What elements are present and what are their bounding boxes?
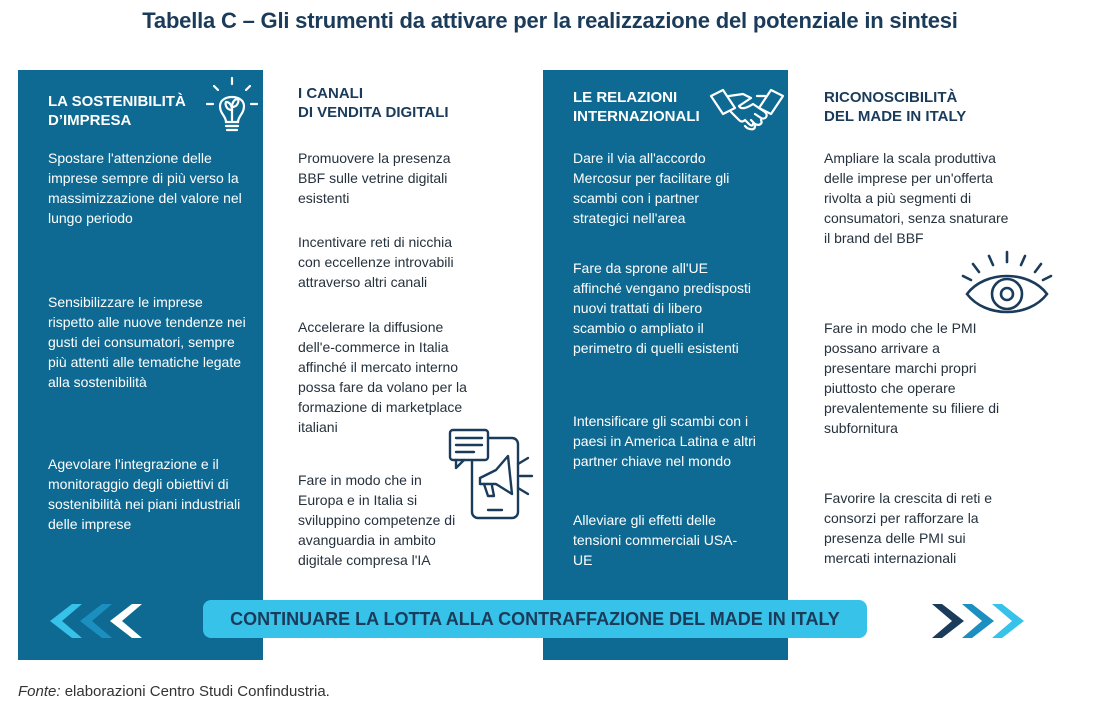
- list-item: Promuovere la presenza BBF sulle vetrine digitali esistenti: [298, 150, 451, 206]
- table-title: Tabella C – Gli strumenti da attivare per la realizzazione del potenziale in sintesi: [142, 8, 958, 33]
- smartphone-megaphone-icon: [446, 426, 541, 522]
- list-item: Ampliare la scala produttiva delle imprese per un'offerta rivolta a più segmenti di consumatori, senza snaturare il brand del BBF: [824, 150, 1009, 246]
- chevrons-right-icon: [930, 602, 1028, 640]
- list-item: Accelerare la diffusione dell'e-commerce in Italia affinché il mercato interno possa fare da volano per la formazione di marketplace italiani: [298, 319, 467, 435]
- list-item: Alleviare gli effetti delle tensioni commerciali USA-UE: [573, 512, 738, 568]
- handshake-icon: [709, 86, 785, 136]
- column-heading: LA SOSTENIBILITÀ D’IMPRESA: [48, 93, 186, 129]
- column-heading: I CANALI DI VENDITA DIGITALI: [298, 85, 449, 121]
- list-item: Spostare l'attenzione delle imprese sempre di più verso la massimizzazione del valore nel lungo periodo: [48, 150, 242, 226]
- column-heading: RICONOSCIBILITÀ DEL MADE IN ITALY: [824, 89, 967, 125]
- list-item: Sensibilizzare le imprese rispetto alle nuove tendenze nei gusti dei consumatori, sempre più attenti alle tematiche legate alla sostenibilità: [48, 294, 246, 390]
- list-item: Fare da sprone all'UE affinché vengano predisposti nuovi trattati di libero scambio o ampliato il perimetro di quelli esistenti: [573, 260, 751, 356]
- column-sostenibilita: [18, 70, 263, 660]
- list-item: Intensificare gli scambi con i paesi in America Latina e altri partner chiave nel mondo: [573, 413, 756, 469]
- list-item: Incentivare reti di nicchia con eccellenze introvabili attraverso altri canali: [298, 234, 454, 290]
- column-heading: LE RELAZIONI INTERNAZIONALI: [573, 89, 700, 125]
- column-riconoscibilita: [794, 70, 1039, 660]
- list-item: Favorire la crescita di reti e consorzi per rafforzare la presenza delle PMI sui mercati internazionali: [824, 490, 993, 566]
- source-note: Fonte: elaborazioni Centro Studi Confindustria.: [18, 683, 330, 700]
- eye-icon: [959, 248, 1055, 320]
- list-item: Dare il via all'accordo Mercosur per facilitare gli scambi con i partner strategici nell'area: [573, 150, 730, 226]
- column-canali-digitali: [268, 70, 513, 660]
- column-relazioni-internazionali: [543, 70, 788, 660]
- list-item: Fare in modo che in Europa e in Italia si sviluppino competenze di avanguardia in ambito digitale compresa l'IA: [298, 472, 456, 568]
- list-item: Agevolare l'integrazione e il monitoraggio degli obiettivi di sostenibilità nei piani industriali delle imprese: [48, 456, 241, 532]
- banner-contraffazione: CONTINUARE LA LOTTA ALLA CONTRAFFAZIONE DEL MADE IN ITALY: [203, 600, 867, 638]
- chevrons-left-icon: [46, 602, 144, 640]
- lightbulb-plant-icon: [206, 76, 258, 140]
- list-item: Fare in modo che le PMI possano arrivare a presentare marchi propri piuttosto che operare prevalentemente su filiere di subfornitura: [824, 320, 1000, 436]
